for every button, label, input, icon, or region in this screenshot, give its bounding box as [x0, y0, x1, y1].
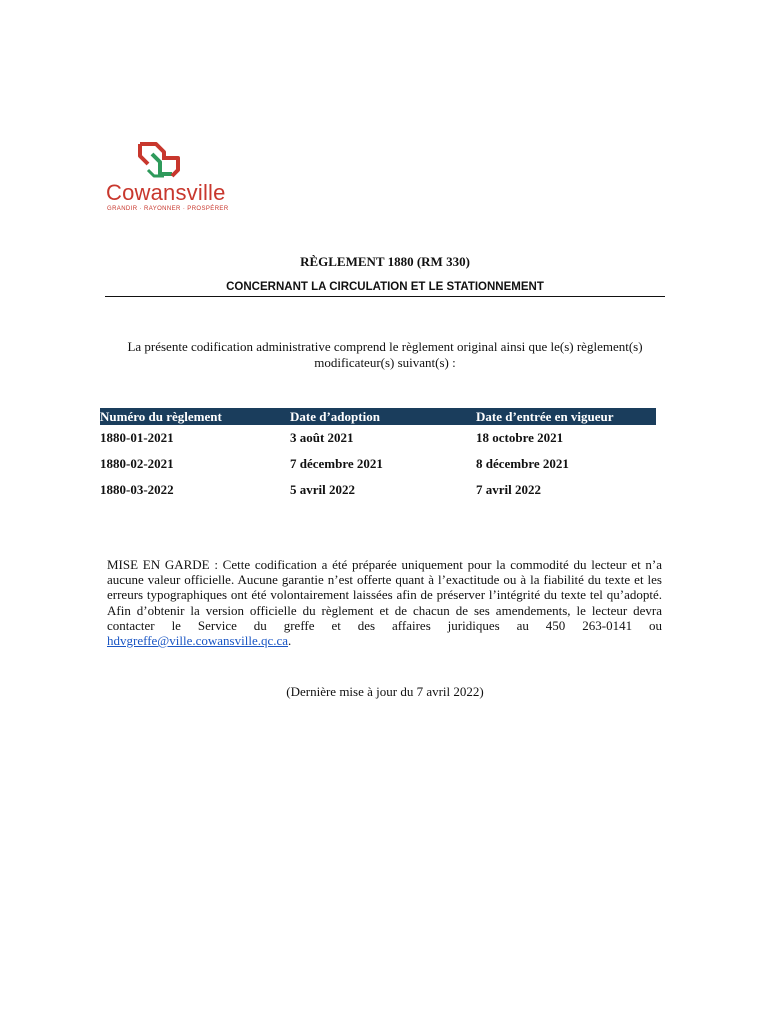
amendments-table: [100, 408, 656, 503]
disclaimer-end: .: [288, 633, 292, 649]
header-effective-date: Date d’entrée en vigueur: [476, 408, 656, 425]
regulation-number: 1880-02-2021: [100, 456, 174, 471]
adoption-date: 7 décembre 2021: [290, 456, 383, 471]
effective-date: 18 octobre 2021: [476, 430, 564, 445]
table-row: [100, 477, 656, 503]
greffe-email-link[interactable]: hdvgreffe@ville.cowansville.qc.ca: [107, 633, 289, 649]
effective-date: 8 décembre 2021: [476, 456, 569, 471]
regulation-number: 1880-03-2022: [100, 482, 174, 497]
disclaimer-text: MISE EN GARDE : Cette codification a été préparée uniquement pour la commodité du lecteur et n’a aucune valeur officielle. Aucune garantie n’est offerte quant à l’exactitude ou à la fiabilité du texte et les erreurs typographiques ont été volontairement laissées afin de préserver l’intégrité du texte tel qu’adopté. Afin d’obtenir la version officielle du règlement et de chacun de ses amendements, le lecteur devra contacter le Service du greffe et des affaires juridiques au 450 263-0141 ou: [107, 557, 662, 633]
logo-tagline: GRANDIR · RAYONNER · PROSPÉRER: [107, 206, 229, 212]
adoption-date: 5 avril 2022: [290, 482, 355, 497]
regulation-number: 1880-01-2021: [100, 430, 174, 445]
cowansville-logo: [104, 140, 234, 218]
table-header-row: [100, 408, 656, 425]
document-title: RÈGLEMENT 1880 (RM 330): [300, 254, 470, 269]
cowansville-logo-icon: [136, 140, 184, 182]
effective-date: 7 avril 2022: [476, 482, 541, 497]
header-adoption-date: Date d’adoption: [290, 408, 476, 425]
logo-name: Cowansville: [106, 180, 226, 205]
table-row: [100, 425, 656, 451]
adoption-date: 3 août 2021: [290, 430, 354, 445]
document-subtitle: CONCERNANT LA CIRCULATION ET LE STATIONNEMENT: [105, 281, 665, 297]
table-row: [100, 451, 656, 477]
disclaimer-paragraph: [107, 557, 662, 648]
last-update: (Dernière mise à jour du 7 avril 2022): [286, 684, 484, 699]
intro-paragraph: La présente codification administrative comprend le règlement original ainsi que le(s) règlement(s) modificateur(s) suivant(s) :: [127, 339, 643, 370]
header-regulation-number: Numéro du règlement: [100, 408, 290, 425]
